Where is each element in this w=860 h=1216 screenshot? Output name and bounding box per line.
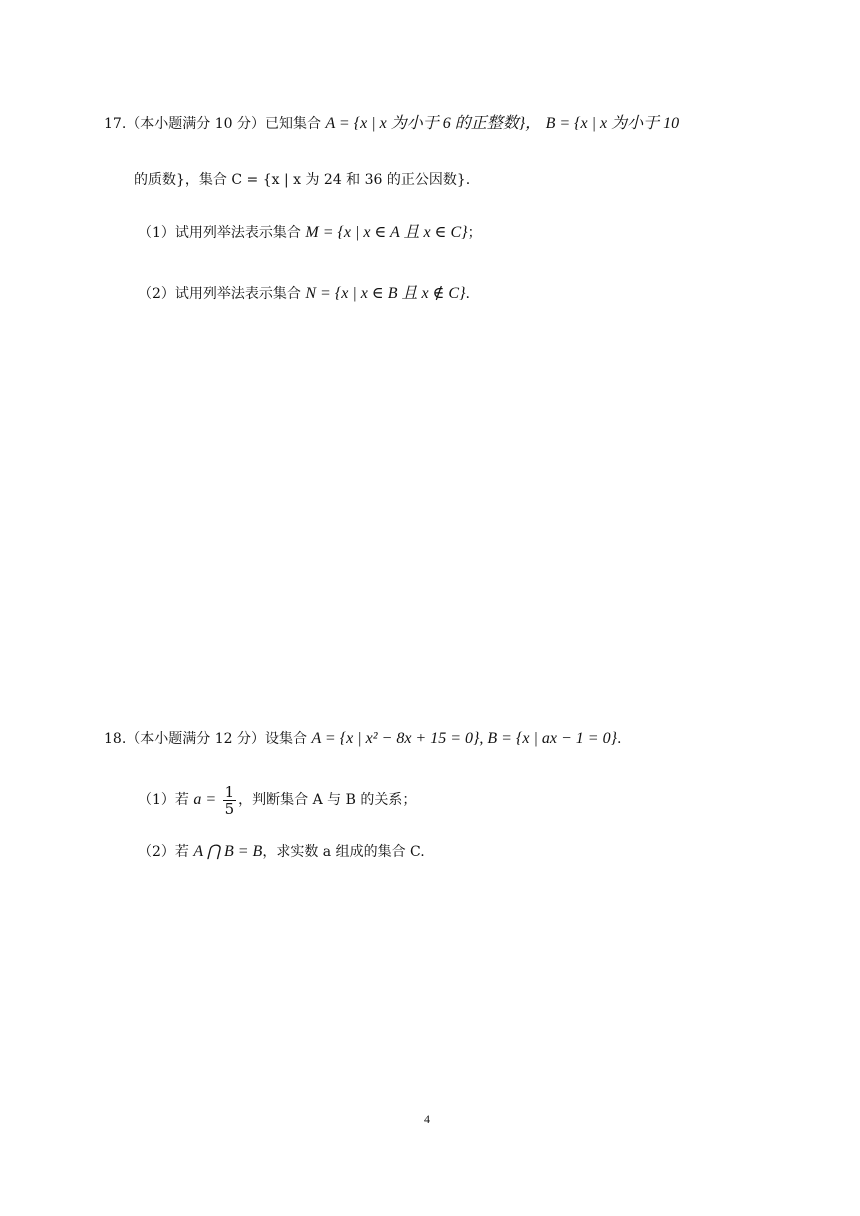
fraction-denominator: 5 — [224, 799, 235, 818]
q18-header: （本小题满分 12 分）设集合 — [126, 731, 307, 747]
q17-part2-end: . — [465, 286, 470, 302]
q18-fraction — [223, 784, 237, 817]
q18-part2-rest: ，求实数 a 组成的集合 C. — [262, 844, 425, 860]
q18-set-a: A = {x | x² − 8x + 15 = 0} — [311, 730, 480, 747]
q17-header: （本小题满分 10 分）已知集合 — [126, 116, 321, 132]
q17-number: 17. — [104, 116, 127, 132]
q18-part2-label: （2）若 — [138, 844, 189, 860]
fraction-numerator: 1 — [224, 782, 235, 801]
q17-set-b: B = {x | x 为小于 10 — [545, 115, 680, 132]
q18-number: 18. — [104, 731, 127, 747]
q17-part2 — [138, 284, 470, 304]
q17-set-a: A = {x | x 为小于 6 的正整数}， — [325, 115, 542, 132]
q18-part1-label: （1）若 — [138, 792, 189, 808]
q17-line2: 的质数}，集合 C = {x | x 为 24 和 36 的正公因数}. — [134, 172, 471, 188]
q18-part1 — [138, 780, 416, 820]
q17-set-n: N = {x | x ∈ B 且 x ∉ C} — [305, 285, 466, 302]
q17-part2-label: （2）试用列举法表示集合 — [138, 286, 301, 302]
q17-part1-end: ； — [467, 225, 482, 241]
q17-part1-label: （1）试用列举法表示集合 — [138, 225, 301, 241]
q18-part1-rest: ，判断集合 A 与 B 的关系； — [238, 792, 417, 808]
q17-set-m: M = {x | x ∈ A 且 x ∈ C} — [305, 224, 468, 241]
q18-part1-a: a = — [193, 791, 217, 808]
q17-part1 — [138, 223, 482, 243]
q18-end: . — [616, 731, 622, 747]
q18-part2 — [138, 842, 425, 862]
q18-intersection: A ⋂ B = B — [193, 843, 263, 860]
q17-line1 — [104, 114, 679, 134]
q18-set-b: , B = {x | ax − 1 = 0} — [479, 730, 617, 747]
q18-line1 — [104, 729, 621, 749]
page-number: 4 — [424, 1112, 430, 1126]
